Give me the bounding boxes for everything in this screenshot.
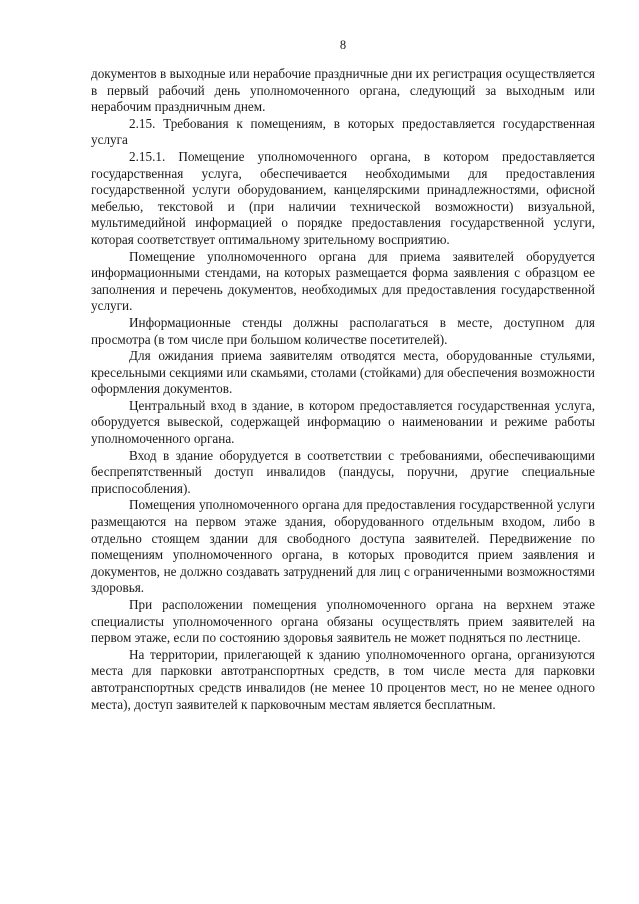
paragraph-upper-floor: При расположении помещения уполномоченного органа на верхнем этаже специалисты уполномоченного органа обязаны осуществлять прием заявителей на первом этаже, если по состоянию здоровья заявитель не может подняться по лестнице. bbox=[91, 597, 595, 646]
paragraph-premises-location: Помещения уполномоченного органа для предоставления государственной услуги размещаются на первом этаже здания, оборудованного отдельным входом, либо в отдельно стоящем здании для свободного доступа заявителей. Передвижение по помещениям уполномоченного органа, в которых проводится прием заявления и документов, не должно создавать затруднений для лиц с ограниченными возможностями здоровья. bbox=[91, 497, 595, 596]
page-number: 8 bbox=[339, 38, 347, 52]
section-heading-2-15: 2.15. Требования к помещениям, в которых предоставляется государственная услуга bbox=[91, 115, 595, 148]
paragraph-central-entrance: Центральный вход в здание, в котором предоставляется государственная услуга, оборудуется вывеской, содержащей информацию о наименовании и режиме работы уполномоченного органа. bbox=[91, 397, 595, 447]
paragraph-entrance-accessibility: Вход в здание оборудуется в соответствии с требованиями, обеспечивающими беспрепятственный доступ инвалидов (пандусы, поручни, другие специальные приспособления). bbox=[91, 447, 595, 496]
paragraph-info-stands-equipment: Помещение уполномоченного органа для приема заявителей оборудуется информационными стендами, на которых размещается форма заявления с образцом ее заполнения и перечень документов, необходимых для предоставления государственной услуги. bbox=[91, 248, 595, 314]
paragraph-parking: На территории, прилегающей к зданию уполномоченного органа, организуются места для парковки автотранспортных средств, в том числе места для парковки автотранспортных средств инвалидов (не менее 10 процентов мест, но не менее одного места), доступ заявителей к парковочным местам является бесплатным. bbox=[91, 646, 595, 712]
document-body bbox=[91, 66, 595, 713]
paragraph-waiting-area: Для ожидания приема заявителям отводятся места, оборудованные стульями, кресельными секциями или скамьями, столами (стойками) для обеспечения возможности оформления документов. bbox=[91, 348, 595, 397]
paragraph-2-15-1: 2.15.1. Помещение уполномоченного органа, в котором предоставляется государственная услуга, обеспечивается необходимыми для предоставления государственной услуги оборудованием, канцелярскими принадлежностями, офисной мебелью, текстовой и (при наличии технической возможности) визуальной, мультимедийной информацией о порядке предоставления государственной услуги, которая соответствует оптимальному зрительному восприятию. bbox=[91, 148, 595, 247]
paragraph-continuation: документов в выходные или нерабочие праздничные дни их регистрация осуществляется в первый рабочий день уполномоченного органа, следующий за выходным или нерабочим праздничным днем. bbox=[91, 66, 595, 115]
paragraph-info-stands-location: Информационные стенды должны располагаться в месте, доступном для просмотра (в том числе при большом количестве посетителей). bbox=[91, 314, 595, 347]
